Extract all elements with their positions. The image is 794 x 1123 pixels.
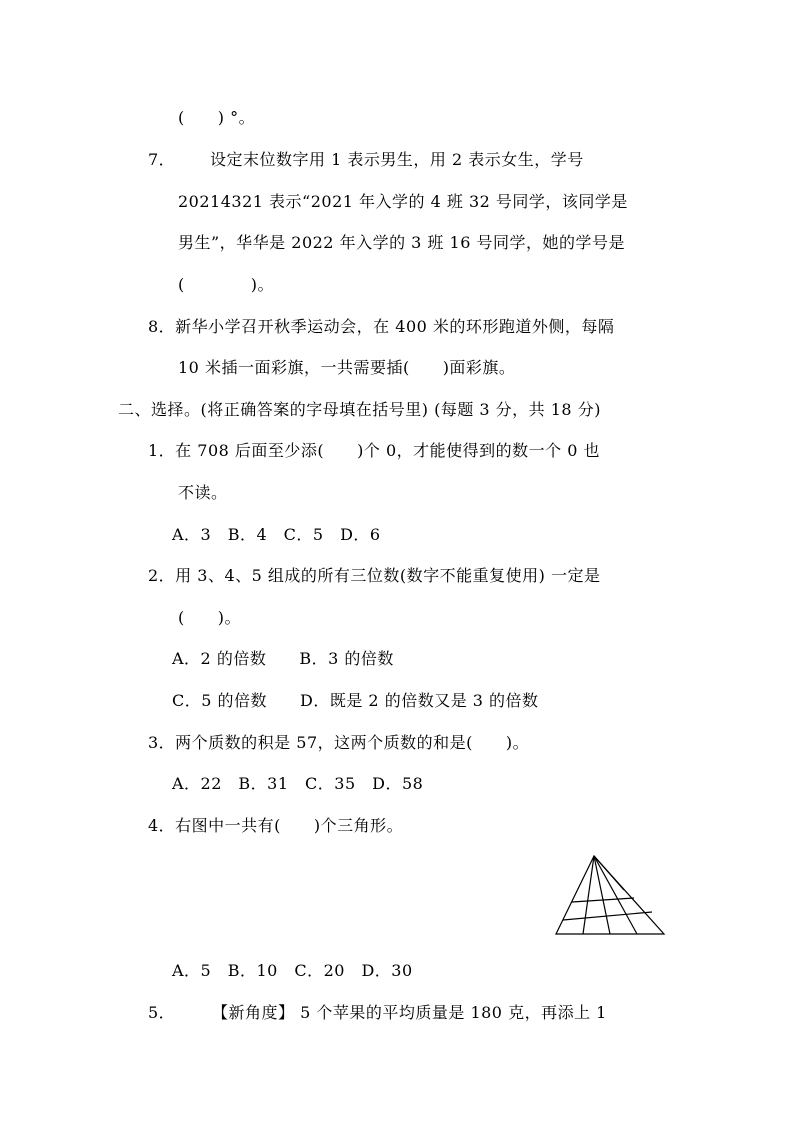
choice-2-options-b: C．5 的倍数 D．既是 2 的倍数又是 3 的倍数 [172,691,539,710]
choice-1-line-2: 不读。 [178,483,228,502]
q8-line-1: 8．新华小学召开秋季运动会，在 400 米的环形跑道外侧，每隔 [148,317,615,336]
q6-tail: ( ) °。 [178,108,256,127]
choice-4-options: A．5 B．10 C．20 D．30 [172,961,413,980]
choice-3-line-1: 3．两个质数的积是 57，这两个质数的和是( )。 [148,733,530,752]
choice-2-line-2: ( )。 [178,608,241,627]
figure-ray-2 [594,856,610,934]
choice-4-line-1: 4．右图中一共有( )个三角形。 [148,816,404,835]
q7-line-1: 设定末位数字用 1 表示男生，用 2 表示女生，学号 [210,150,584,169]
choice-1-options: A．3 B．4 C．5 D．6 [172,525,381,544]
choice-5-number: 5． [148,1003,176,1022]
figure-ray-4 [594,856,624,890]
choice-5-line-1: 【新角度】 5 个苹果的平均质量是 180 克，再添上 1 [212,1003,607,1022]
choice-3-options: A．22 B．31 C．35 D．58 [172,774,424,793]
q7-line-3: 男生”，华华是 2022 年入学的 3 班 16 号同学，她的学号是 [178,233,625,252]
figure-ray-3 [594,856,637,934]
choice-2-line-1: 2．用 3、4、5 组成的所有三位数(数字不能重复使用) 一定是 [148,566,601,585]
choice-2-options-a: A．2 的倍数 B．3 的倍数 [172,649,394,668]
figure-crossline-1 [563,912,652,920]
q8-line-2: 10 米插一面彩旗，一共需要插( )面彩旗。 [178,358,516,377]
q7-line-4: ( )。 [178,275,274,294]
q7-number: 7． [148,150,176,169]
triangle-figure [552,852,668,938]
q7-line-2: 20214321 表示“2021 年入学的 4 班 32 号同学，该同学是 [178,192,628,211]
figure-outer-triangle [556,856,664,934]
choice-1-line-1: 1．在 708 后面至少添( )个 0，才能使得到的数一个 0 也 [148,441,600,460]
section-2-title: 二、选择。(将正确答案的字母填在括号里) (每题 3 分，共 18 分) [118,400,601,419]
